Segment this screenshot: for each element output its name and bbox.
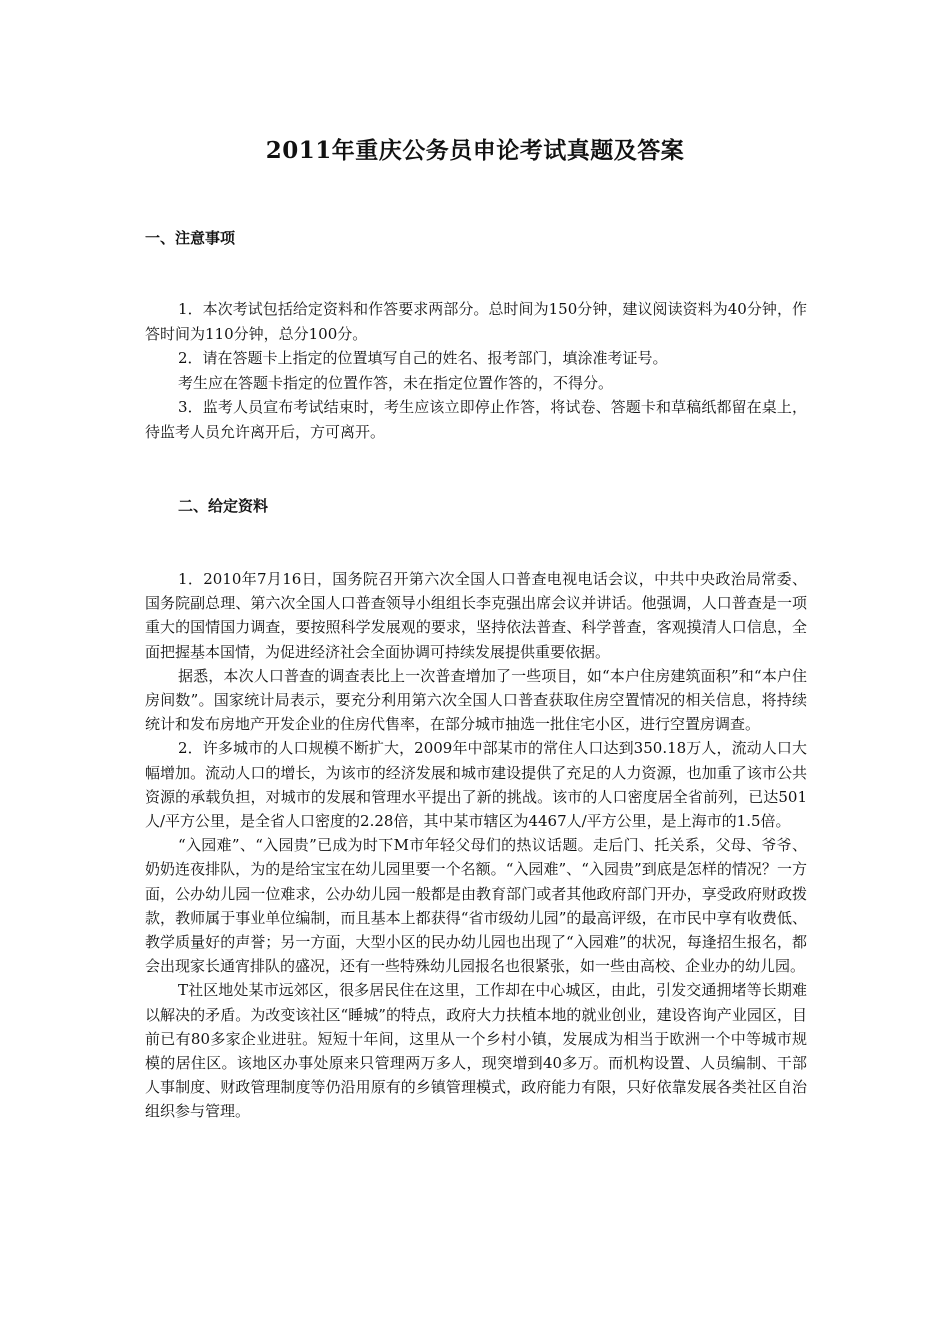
section-heading-materials: 二、给定资料 [178, 497, 269, 515]
materials-paragraph: 2．许多城市的人口规模不断扩大，2009年中部某市的常住人口达到350.18万人，流动人口大幅增加。流动人口的增长，为该市的经济发展和城市建设提供了充足的人力资源，也加重了该市公共资源的承载负担，对城市的发展和管理水平提出了新的挑战。该市的人口密度居全省前列，已达501人/平方公里，是全省人口密度的2.28倍，其中某市辖区为4467人/平方公里，是上海市的1.5倍。 [145, 739, 807, 831]
materials-paragraph: “入园难”、“入园贵”已成为时下M市年轻父母们的热议话题。走后门、托关系，父母、爷爷、奶奶连夜排队，为的是给宝宝在幼儿园里要一个名额。“入园难”、“入园贵”到底是怎样的情况？一方面，公办幼儿园一位难求，公办幼儿园一般都是由教育部门或者其他政府部门开办，享受政府财政拨款，教师属于事业单位编制，而且基本上都获得“省市级幼儿园”的最高评级，在市民中享有收费低、教学质量好的声誉；另一方面，大型小区的民办幼儿园也出现了“入园难”的状况，每逢招生报名，都会出现家长通宵排队的盛况，还有一些特殊幼儿园报名也很紧张，如一些由高校、企业办的幼儿园。 [145, 836, 807, 976]
notes-paragraph: 3．监考人员宣布考试结束时，考生应该立即停止作答，将试卷、答题卡和草稿纸都留在桌上，待监考人员允许离开后，方可离开。 [145, 398, 807, 441]
section-heading-notes: 一、注意事项 [145, 229, 236, 247]
notes-section [145, 297, 807, 444]
notes-paragraph: 1．本次考试包括给定资料和作答要求两部分。总时间为150分钟，建议阅读资料为40分钟，作答时间为110分钟，总分100分。 [145, 300, 807, 343]
materials-section [145, 567, 807, 1124]
notes-paragraph: 2．请在答题卡上指定的位置填写自己的姓名、报考部门，填涂准考证号。 [178, 349, 668, 367]
document-title: 2011年重庆公务员申论考试真题及答案 [265, 137, 685, 164]
materials-paragraph: T社区地处某市远郊区，很多居民住在这里，工作却在中心城区，由此，引发交通拥堵等长期难以解决的矛盾。为改变该社区“睡城”的特点，政府大力扶植本地的就业创业，建设咨询产业园区，目前已有80多家企业进驻。短短十年间，这里从一个乡村小镇，发展成为相当于欧洲一个中等城市规模的居住区。该地区办事处原来只管理两万多人，现突增到40多万。而机构设置、人员编制、干部人事制度、财政管理制度等仍沿用原有的乡镇管理模式，政府能力有限，只好依靠发展各类社区自治组织参与管理。 [145, 981, 807, 1121]
materials-paragraph: 据悉，本次人口普查的调查表比上一次普查增加了一些项目，如“本户住房建筑面积”和“本户住房间数”。国家统计局表示，要充分利用第六次全国人口普查获取住房空置情况的相关信息，将持续统计和发布房地产开发企业的住房代售率，在部分城市抽选一批住宅小区，进行空置房调查。 [145, 666, 807, 734]
notes-paragraph: 考生应在答题卡指定的位置作答，未在指定位置作答的，不得分。 [178, 373, 614, 392]
materials-paragraph: 1．2010年7月16日，国务院召开第六次全国人口普查电视电话会议，中共中央政治局常委、国务院副总理、第六次全国人口普查领导小组组长李克强出席会议并讲话。他强调，人口普查是一项重大的国情国力调查，要按照科学发展观的要求，坚持依法普查、科学普查，客观摸清人口信息，全面把握基本国情，为促进经济社会全面协调可持续发展提供重要依据。 [145, 570, 807, 661]
